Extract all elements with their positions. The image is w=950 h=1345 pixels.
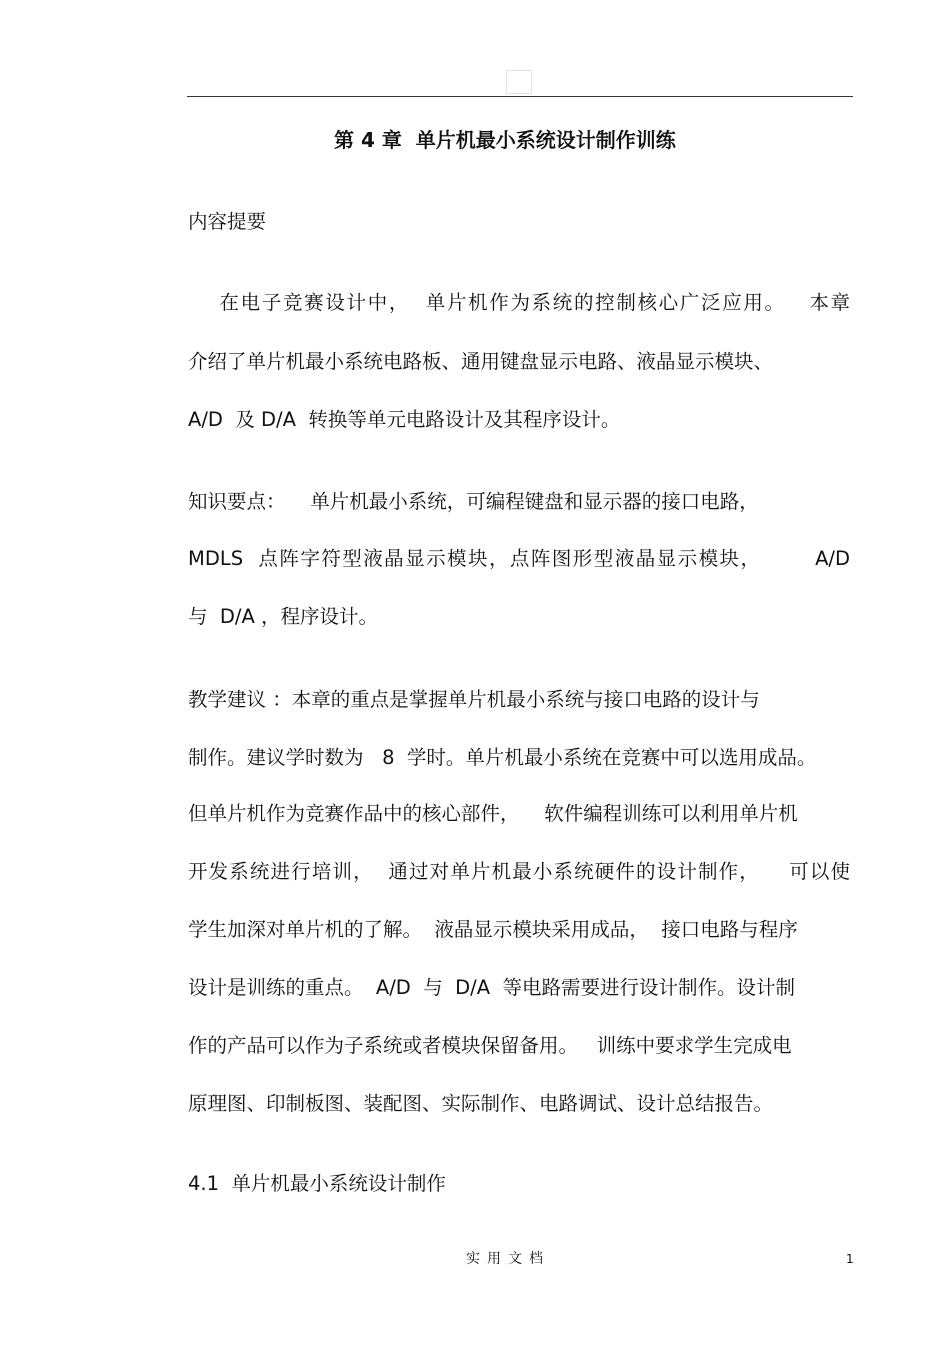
teaching-line-4: 开发系统进行培训， 通过对单片机最小系统硬件的设计制作， 可以使: [188, 860, 850, 883]
chapter-title: 第 4 章 单片机最小系统设计制作训练: [334, 128, 676, 152]
intro-line-2: 介绍了单片机最小系统电路板、通用键盘显示电路、液晶显示模块、: [188, 350, 774, 373]
knowledge-line-2: MDLS 点阵字符型液晶显示模块，点阵图形型液晶显示模块， A/D: [188, 547, 850, 570]
teaching-line-3: 但单片机作为竞赛作品中的核心部件， 软件编程训练可以利用单片机: [188, 802, 798, 825]
teaching-line-7: 作的产品可以作为子系统或者模块保留备用。 训练中要求学生完成电: [188, 1034, 792, 1057]
teaching-line-1: 教学建议 ：本章的重点是掌握单片机最小系统与接口电路的设计与: [188, 688, 760, 711]
section-heading: 4.1 单片机最小系统设计制作: [188, 1172, 446, 1195]
teaching-line-6: 设计是训练的重点。 A/D 与 D/A 等电路需要进行设计制作。设计制: [188, 976, 795, 999]
teaching-line-2: 制作。建议学时数为 8 学时。单片机最小系统在竞赛中可以选用成品。: [188, 746, 817, 769]
summary-heading: 内容提要: [188, 210, 267, 233]
intro-line-1: 在电子竞赛设计中， 单片机作为系统的控制核心广泛应用。 本章: [188, 291, 850, 314]
knowledge-line-3: 与 D/A ，程序设计。: [188, 605, 379, 628]
page-number: 1: [846, 1252, 854, 1266]
teaching-line-8: 原理图、印制板图、装配图、实际制作、电路调试、设计总结报告。: [188, 1092, 774, 1115]
teaching-line-5: 学生加深对单片机的了解。 液晶显示模块采用成品， 接口电路与程序: [188, 918, 798, 941]
intro-line-3: A/D 及 D/A 转换等单元电路设计及其程序设计。: [188, 408, 621, 431]
knowledge-line-1: 知识要点： 单片机最小系统，可编程键盘和显示器的接口电路，: [188, 490, 759, 513]
header-rule: [187, 96, 853, 97]
header-box: [506, 70, 532, 94]
footer-label: 实用文档: [466, 1251, 550, 1267]
